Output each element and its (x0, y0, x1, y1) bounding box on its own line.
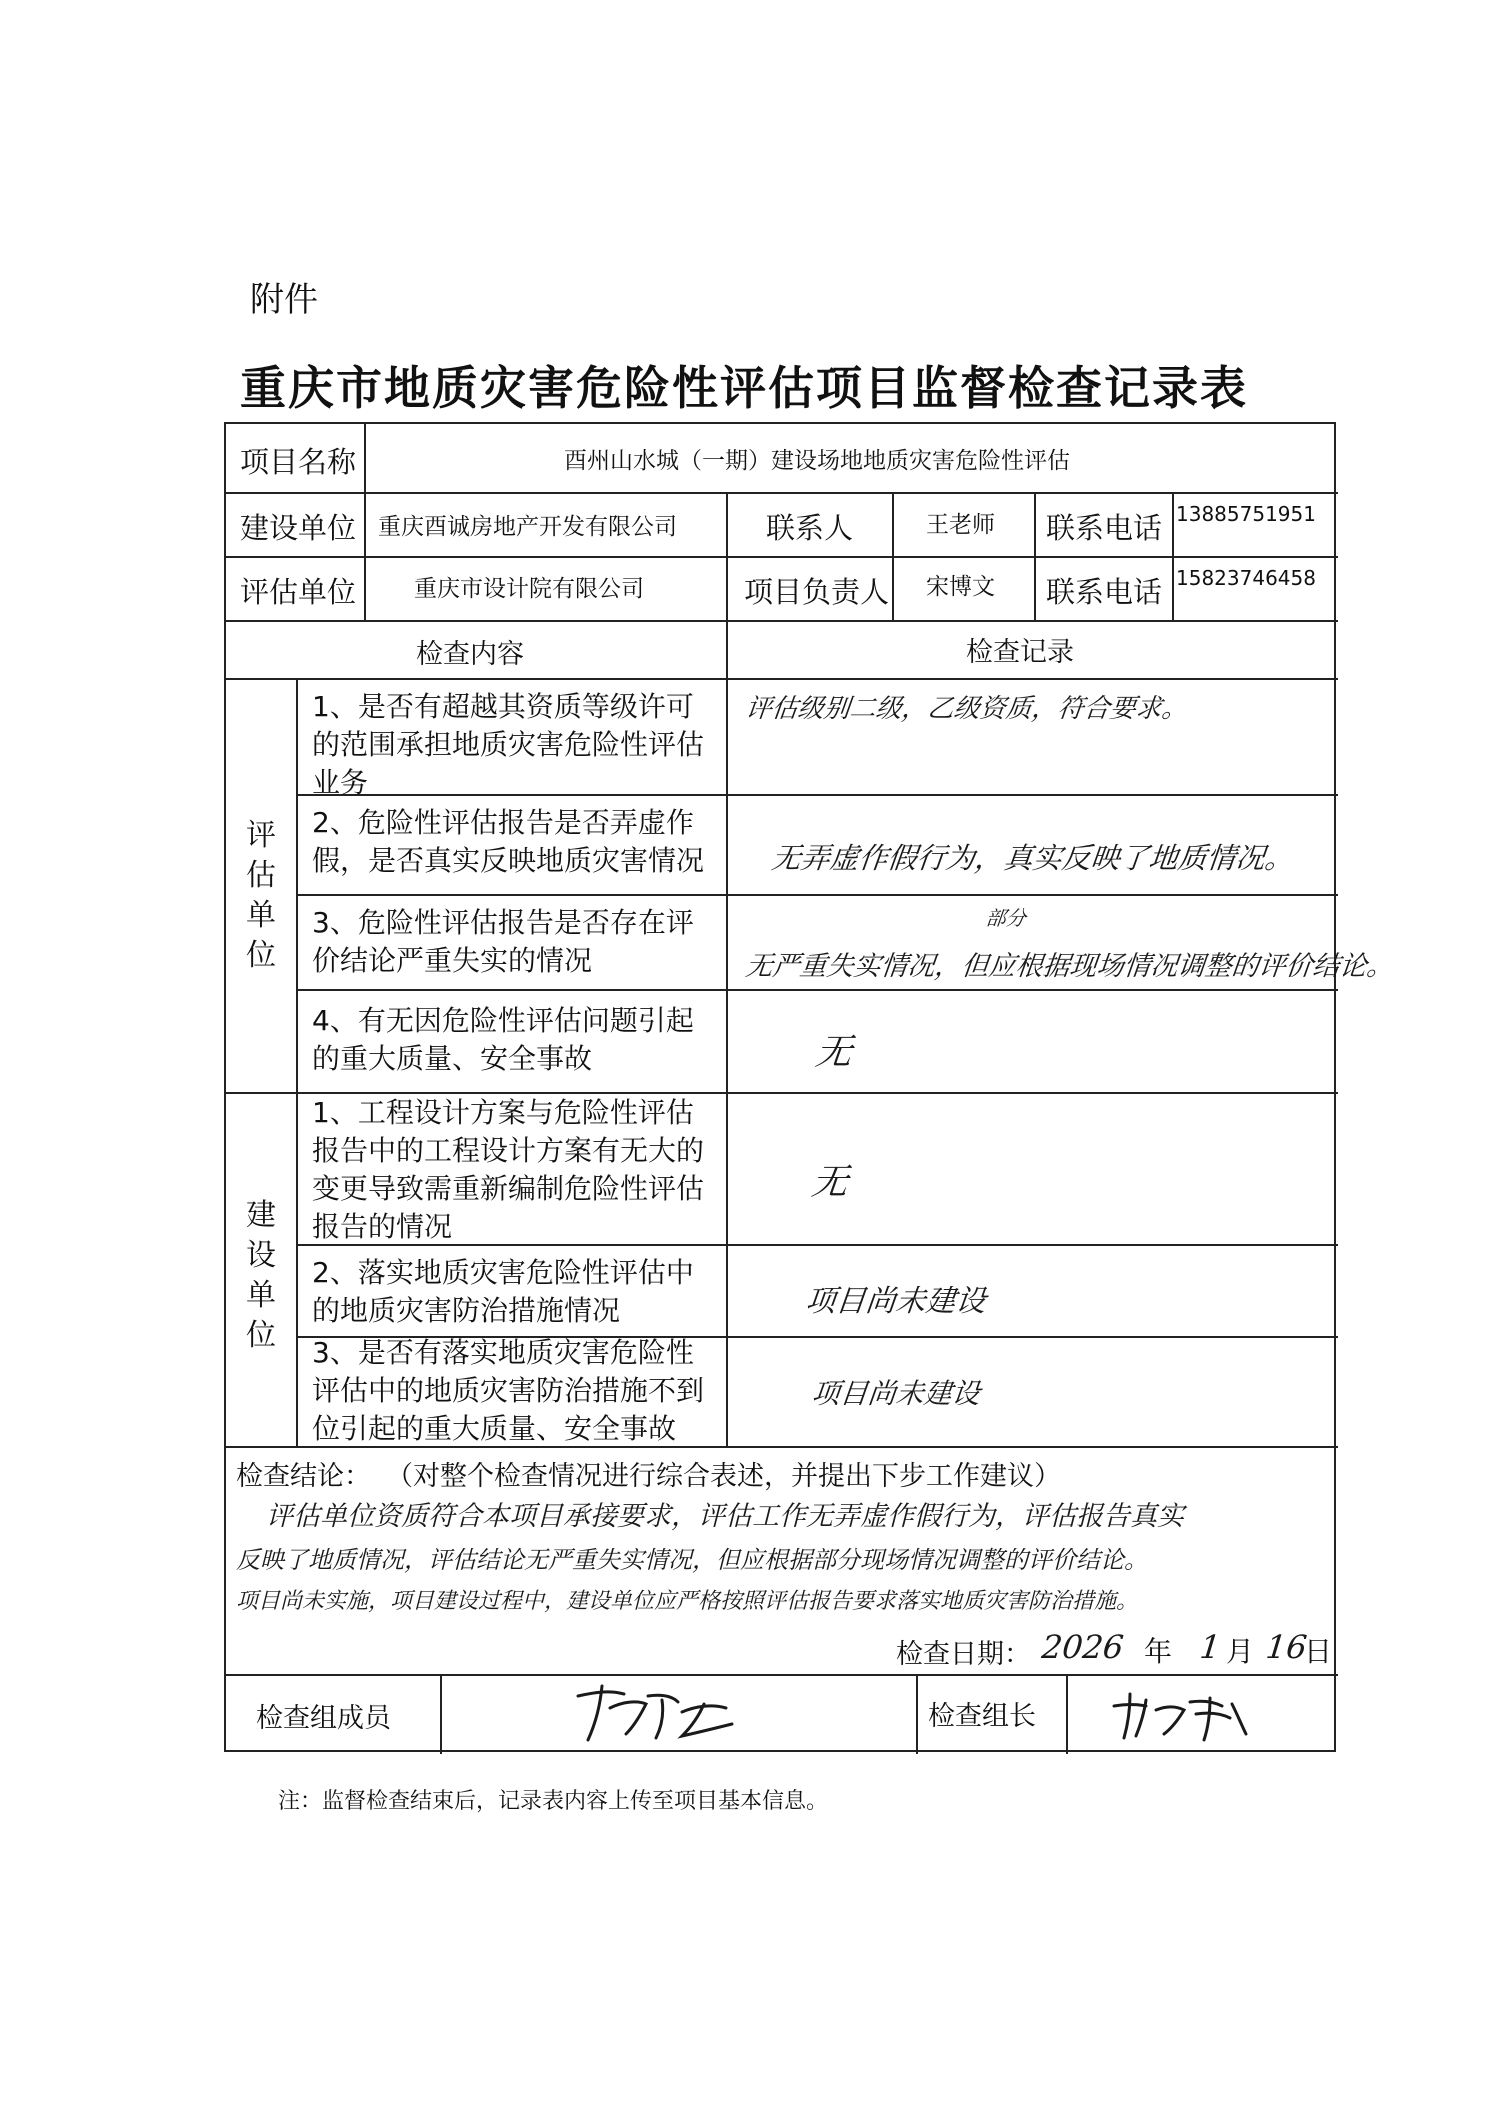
conclusion-label: 检查结论： (236, 1461, 371, 1492)
date-day: 16 (1264, 1628, 1309, 1666)
builder-phone-value: 13885751951 (1176, 502, 1316, 526)
project-name-value: 酉州山水城（一期）建设场地地质灾害危险性评估 (564, 448, 1070, 474)
conclusion-line-3: 项目尚未实施，项目建设过程中，建设单位应严格按照评估报告要求落实地质灾害防治措施。 (236, 1589, 1139, 1614)
build-q1: 1、工程设计方案与危险性评估报告中的工程设计方案有无大的变更导致需重新编制危险性评估报告的情况 (312, 1096, 705, 1243)
eval-r2: 无弄虚作假行为，真实反映了地质情况。 (770, 841, 1296, 875)
eval-r3: 无严重失实情况，但应根据现场情况调整的评价结论。 (744, 951, 1396, 982)
members-label: 检查组成员 (256, 1703, 391, 1734)
inspection-form (224, 422, 1396, 1752)
conclusion-hint: （对整个检查情况进行综合表述，并提出下步工作建议） (386, 1461, 1061, 1492)
footnote: 注：监督检查结束后，记录表内容上传至项目基本信息。 (278, 1789, 829, 1814)
builder-value: 重庆酉诚房地产开发有限公司 (378, 514, 677, 540)
build-r1: 无 (809, 1162, 850, 1203)
date-month-unit: 月 (1226, 1635, 1255, 1668)
conclusion-line-2: 反映了地质情况，评估结论无严重失实情况，但应根据部分现场情况调整的评价结论。 (236, 1546, 1148, 1574)
build-q2: 2、落实地质灾害危险性评估中的地质灾害防治措施情况 (312, 1256, 694, 1327)
date-day-unit: 日 (1304, 1635, 1333, 1668)
eval-q3: 3、危险性评估报告是否存在评价结论严重失实的情况 (312, 906, 694, 977)
eval-r1: 评估级别二级，乙级资质，符合要求。 (744, 694, 1190, 724)
date-year: 2026 (1040, 1628, 1126, 1666)
builder-label: 建设单位 (240, 511, 357, 545)
contact-value: 王老师 (926, 512, 995, 538)
content-header: 检查内容 (416, 639, 524, 670)
leader-signature (1106, 1686, 1256, 1744)
build-r3: 项目尚未建设 (810, 1377, 982, 1410)
build-r2: 项目尚未建设 (803, 1284, 988, 1319)
attachment-label: 附件 (250, 280, 318, 320)
eval-q4: 4、有无因危险性评估问题引起的重大质量、安全事故 (312, 1004, 694, 1075)
lead-value: 宋博文 (926, 574, 995, 600)
date-year-unit: 年 (1144, 1635, 1173, 1668)
record-header: 检查记录 (966, 637, 1074, 668)
conclusion-line-1: 评估单位资质符合本项目承接要求，评估工作无弄虚作假行为，评估报告真实 (266, 1501, 1184, 1532)
build-q3: 3、是否有落实地质灾害危险性评估中的地质灾害防治措施不到位引起的重大质量、安全事故 (312, 1336, 705, 1445)
eval-r4: 无 (813, 1032, 854, 1073)
member-signature (566, 1682, 746, 1746)
evaluator-value: 重庆市设计院有限公司 (414, 576, 644, 602)
evaluator-phone-label: 联系电话 (1046, 575, 1163, 609)
project-name-label: 项目名称 (240, 445, 357, 479)
builder-phone-label: 联系电话 (1046, 511, 1163, 545)
eval-q2: 2、危险性评估报告是否弄虚作假，是否真实反映地质灾害情况 (312, 806, 705, 877)
date-label: 检查日期： (896, 1639, 1031, 1670)
contact-label: 联系人 (766, 511, 854, 545)
page-title: 重庆市地质灾害危险性评估项目监督检查记录表 (240, 361, 1248, 415)
eval-r3-insert: 部分 (984, 906, 1028, 930)
evaluator-label: 评估单位 (240, 575, 357, 609)
build-group-label: 建设单位 (246, 1198, 276, 1353)
eval-q1: 1、是否有超越其资质等级许可的范围承担地质灾害危险性评估业务 (312, 690, 705, 799)
leader-label: 检查组长 (928, 1701, 1036, 1732)
lead-label: 项目负责人 (744, 575, 890, 609)
evaluator-phone-value: 15823746458 (1176, 566, 1316, 590)
date-month: 1 (1198, 1628, 1223, 1666)
eval-group-label: 评估单位 (246, 818, 276, 973)
